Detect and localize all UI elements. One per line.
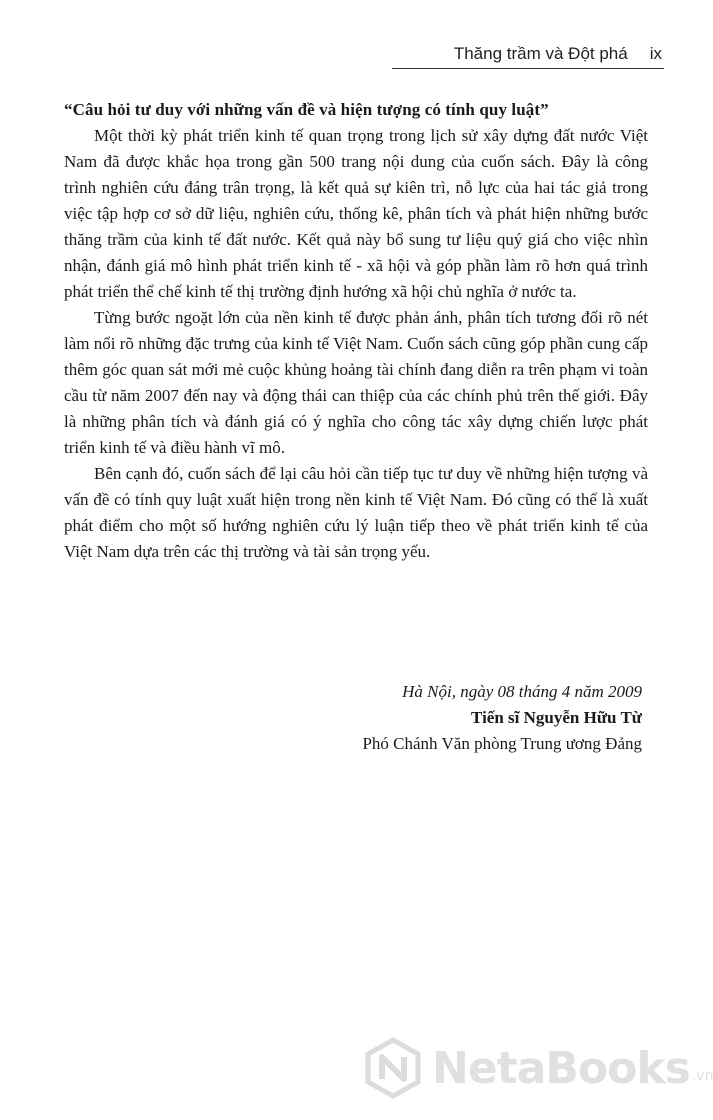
paragraph: Từng bước ngoặt lớn của nền kinh tế được phản ánh, phân tích tương đối rõ nét làm nổi rõ những đặc trưng của kinh tế Việt Nam. Cuốn sách cũng góp phần cung cấp thêm góc quan sát mới mẻ cuộc khủng hoảng tài chính đang diễn ra trên phạm vi toàn cầu từ năm 2007 đến nay và động thái can thiệp của các chính phủ trên thế giới. Đây là những phân tích và đánh giá có ý nghĩa cho công tác xây dựng chiến lược phát triển kinh tế và điều hành vĩ mô. [64,308,648,457]
main-text [64,97,648,565]
section-heading: “Câu hỏi tư duy với những vấn đề và hiện tượng có tính quy luật” [64,100,549,119]
watermark [362,1028,713,1108]
paragraph: Bên cạnh đó, cuốn sách để lại câu hỏi cần tiếp tục tư duy về những hiện tượng và vấn đề có tính quy luật xuất hiện trong nền kinh tế Việt Nam. Đó cũng có thể là xuất phát điểm cho một số hướng nghiên cứu lý luận tiếp theo về phát triển kinh tế của Việt Nam dựa trên các thị trường và tài sản trọng yếu. [64,464,648,561]
running-header [390,44,662,66]
page-number: ix [649,44,662,63]
signature-block [222,679,642,757]
place-date: Hà Nội, ngày 08 tháng 4 năm 2009 [402,682,642,701]
running-title: Thăng trầm và Đột phá [453,44,628,63]
author-position: Phó Chánh Văn phòng Trung ương Đảng [362,734,642,753]
author-name: Tiến sĩ Nguyễn Hữu Từ [471,708,642,727]
header-rule [392,68,664,69]
paragraph: Một thời kỳ phát triển kinh tế quan trọng trong lịch sử xây dựng đất nước Việt Nam đã được khắc họa trong gần 500 trang nội dung của cuốn sách. Đây là công trình nghiên cứu đáng trân trọng, là kết quả sự kiên trì, nỗ lực của hai tác giả trong việc tập hợp cơ sở dữ liệu, nghiên cứu, thống kê, phân tích và phát hiện những bước thăng trầm của kinh tế đất nước. Kết quả này bổ sung tư liệu quý giá cho việc nhìn nhận, đánh giá mô hình phát triển kinh tế - xã hội và góp phần làm rõ hơn quá trình phát triển thể chế kinh tế thị trường định hướng xã hội chủ nghĩa ở nước ta. [64,126,648,301]
netabooks-logo-icon [362,1037,424,1099]
watermark-suffix: .vn [691,1068,713,1084]
watermark-brand: NetaBooks [432,1042,690,1094]
